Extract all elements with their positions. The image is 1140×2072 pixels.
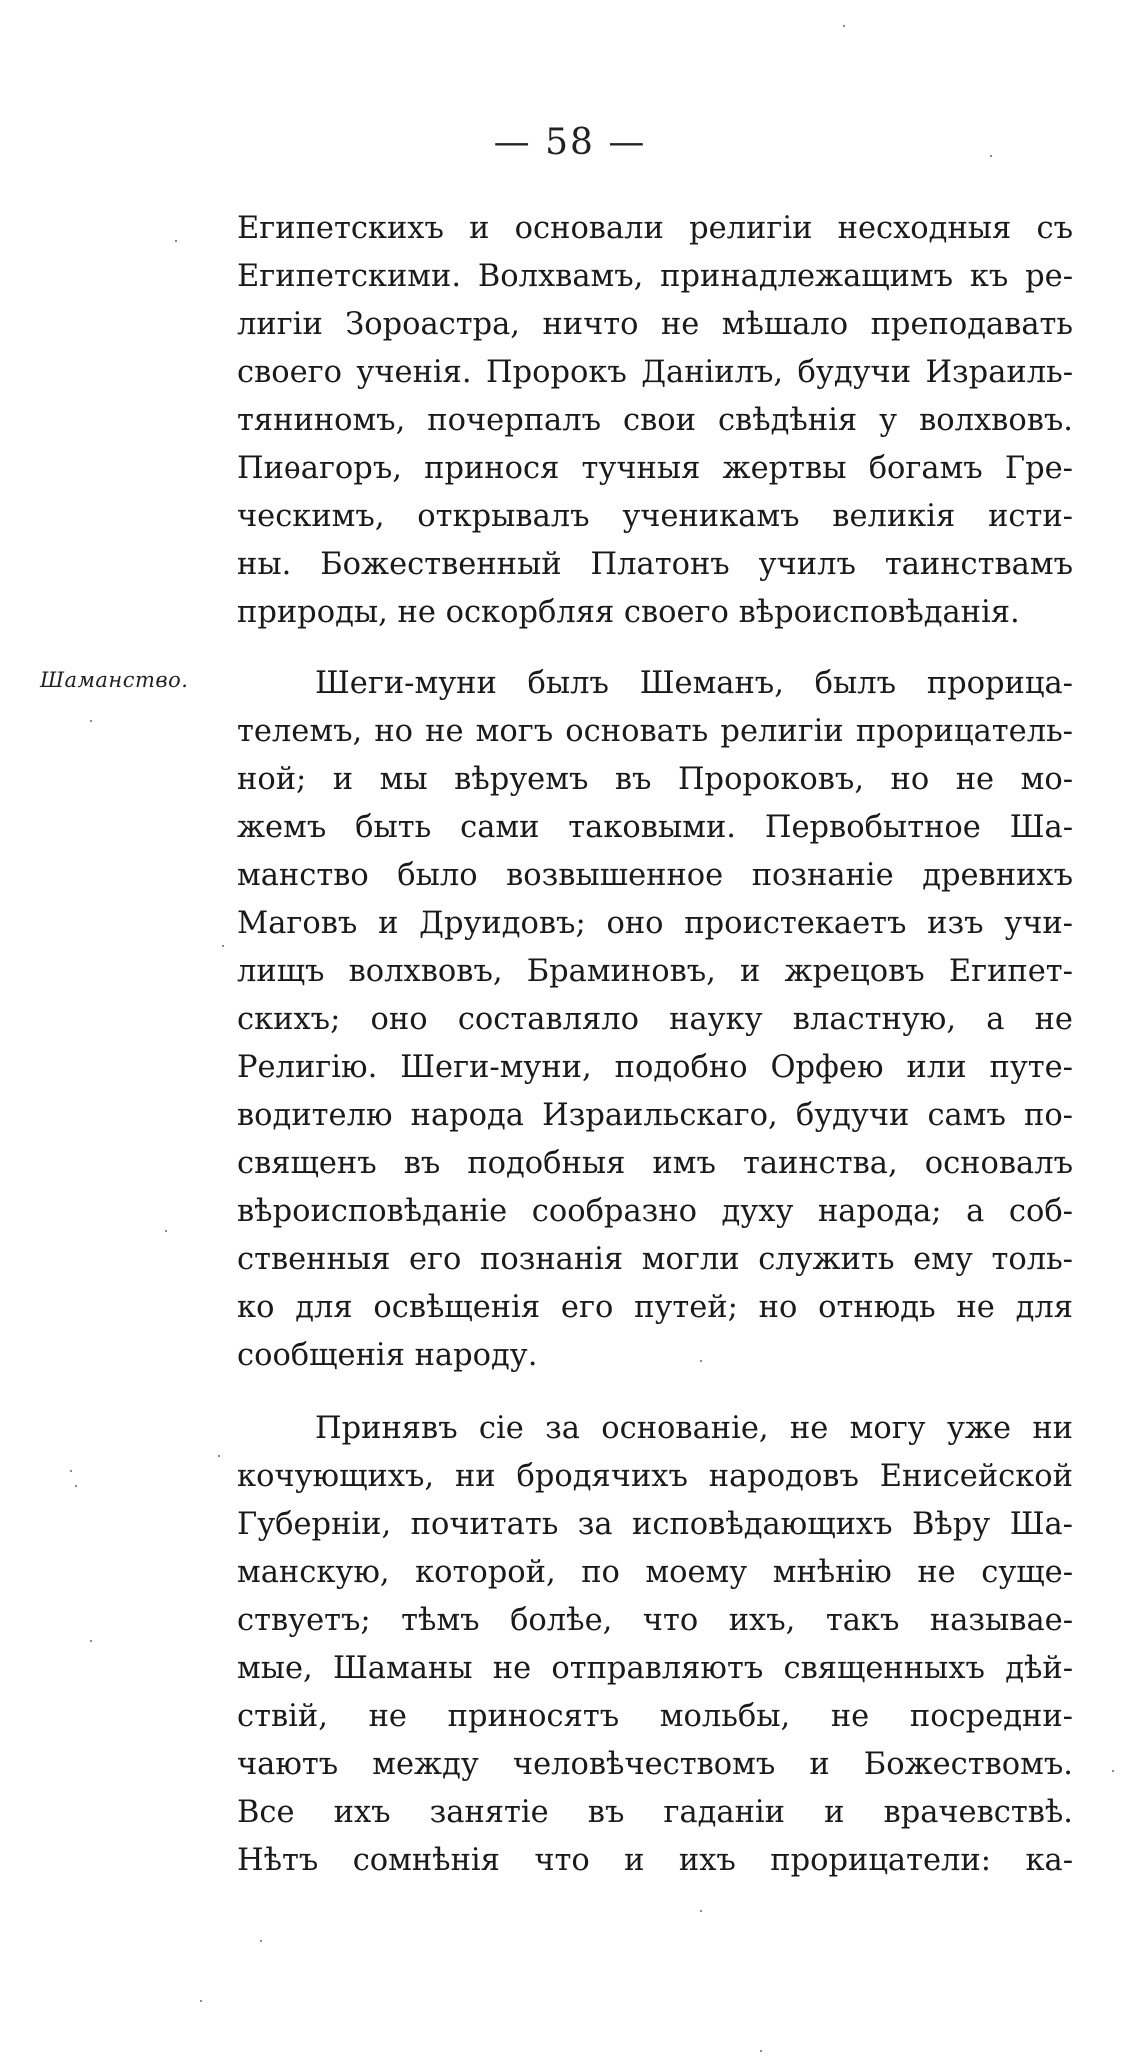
text-line: природы, не оскорбляя своего вѣроисповѣданія.: [237, 595, 1020, 630]
scan-speck: [700, 1360, 702, 1362]
text-line: манскую, которой, по моему мнѣнію не суще-: [237, 1555, 1073, 1590]
text-line: кочующихъ, ни бродячихъ народовъ Енисейской: [237, 1459, 1073, 1494]
text-line: ны. Божественный Платонъ училъ таинствамъ: [237, 547, 1073, 582]
text-line: Все ихъ занятіе въ гаданіи и врачевствѣ.: [237, 1795, 1073, 1830]
scan-speck: [75, 1485, 77, 1487]
text-line: чаютъ между человѣчествомъ и Божествомъ.: [237, 1747, 1073, 1782]
text-line: скихъ; оно составляло науку властную, а не: [237, 1002, 1073, 1037]
text-line: манство было возвышенное познаніе древнихъ: [237, 858, 1073, 893]
text-line: мые, Шаманы не отправляютъ священныхъ дѣй-: [237, 1651, 1073, 1686]
text-line: Египетскихъ и основали религіи несходныя съ: [237, 211, 1073, 246]
margin-note: Шаманство.: [40, 668, 189, 692]
text-line: своего ученія. Пророкъ Даніилъ, будучи Израиль-: [237, 355, 1073, 390]
text-line: вѣроисповѣданіе сообразно духу народа; а соб-: [237, 1194, 1073, 1229]
text-line: лигіи Зороастра, ничто не мѣшало преподавать: [237, 307, 1073, 342]
text-line: ствуетъ; тѣмъ болѣе, что ихъ, такъ называе-: [237, 1603, 1073, 1638]
scan-speck: [1112, 1770, 1114, 1772]
scan-speck: [222, 945, 224, 947]
text-line: Нѣтъ сомнѣнія что и ихъ прорицатели: ка-: [237, 1843, 1073, 1878]
scan-speck: [90, 720, 92, 722]
scan-speck: [760, 2050, 762, 2052]
text-line: телемъ, но не могъ основать религіи прорицатель-: [237, 714, 1073, 749]
scan-speck: [70, 1470, 72, 1472]
text-line: ческимъ, открывалъ ученикамъ великія исти-: [237, 499, 1073, 534]
text-line: ствій, не приносятъ мольбы, не посредни-: [237, 1699, 1073, 1734]
text-line: священъ въ подобныя имъ таинства, основалъ: [237, 1146, 1073, 1181]
text-line: Маговъ и Друидовъ; оно проистекаетъ изъ учи-: [237, 906, 1073, 941]
scan-speck: [175, 240, 177, 242]
paragraph-1: [237, 205, 1073, 637]
text-line: ной; и мы вѣруемъ въ Пророковъ, но не мо-: [237, 762, 1073, 797]
scan-speck: [218, 1455, 220, 1457]
scan-speck: [200, 2000, 202, 2002]
page-number: — 58 —: [493, 122, 647, 163]
text-line: водителю народа Израильскаго, будучи самъ по-: [237, 1098, 1073, 1133]
scan-speck: [843, 25, 845, 27]
scan-speck: [90, 1640, 92, 1642]
text-line: ственныя его познанія могли служить ему толь-: [237, 1242, 1073, 1277]
scan-speck: [700, 1910, 702, 1912]
text-line: лищъ волхвовъ, Браминовъ, и жрецовъ Египет-: [237, 954, 1073, 989]
text-line: Губерніи, почитать за исповѣдающихъ Вѣру Ша-: [237, 1507, 1073, 1542]
scan-speck: [990, 155, 992, 157]
text-line: жемъ быть сами таковыми. Первобытное Ша-: [237, 810, 1073, 845]
text-line: Религію. Шеги-муни, подобно Орфею или путе-: [237, 1050, 1073, 1085]
scan-speck: [165, 1230, 167, 1232]
text-line: Египетскими. Волхвамъ, принадлежащимъ къ ре-: [237, 259, 1073, 294]
text-line: сообщенія народу.: [237, 1338, 538, 1373]
text-line: ко для освѣщенія его путей; но отнюдь не для: [237, 1290, 1073, 1325]
paragraph-2: [237, 660, 1073, 1380]
scan-speck: [260, 1940, 262, 1942]
text-line: Принявъ сіе за основаніе, не могу уже ни: [315, 1411, 1073, 1446]
text-line: тяниномъ, почерпалъ свои свѣдѣнія у волхвовъ.: [237, 403, 1073, 438]
paragraph-3: [237, 1405, 1073, 1885]
text-line: Шеги-муни былъ Шеманъ, былъ прорица-: [315, 666, 1073, 701]
text-line: Пиѳагоръ, принося тучныя жертвы богамъ Гре-: [237, 451, 1073, 486]
